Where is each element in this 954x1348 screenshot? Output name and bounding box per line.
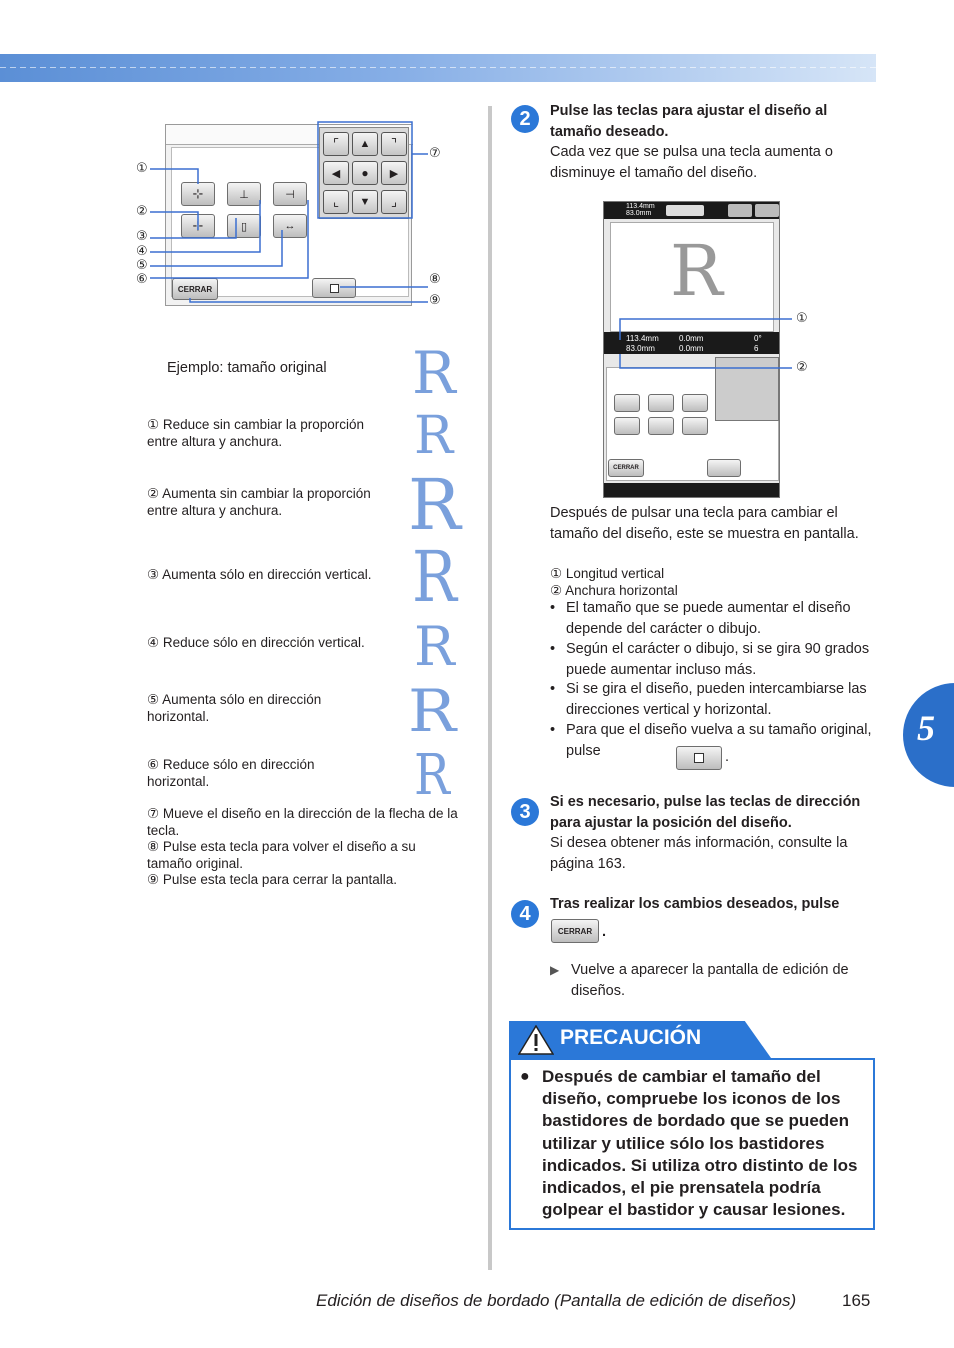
embroidery-r-original: R: [412, 339, 456, 407]
enlarge-vertical-button[interactable]: ⊥: [227, 182, 261, 206]
top-width: 83.0mm: [626, 210, 652, 217]
step-2-title: Pulse las teclas para ajustar el diseño al tamaño deseado.: [550, 103, 828, 140]
screen-reduce-btn[interactable]: [614, 394, 640, 412]
move-down-button[interactable]: ▼: [352, 190, 378, 214]
bullet-4-end: .: [725, 749, 730, 765]
bullet-3: • Si se gira el diseño, pueden intercambiarse las direcciones vertical y horizontal.: [550, 681, 867, 718]
screen-reset-button[interactable]: [707, 459, 741, 477]
callout-6: ⑥: [136, 272, 148, 287]
reduce-proportional-button[interactable]: ⊹: [181, 182, 215, 206]
bullet-4: • Para que el diseño vuelva a su tamaño original, pulse: [550, 722, 872, 759]
step-3-body: Si desea obtener más información, consulte la página 163.: [550, 835, 848, 872]
footer-title: Edición de diseños de bordado (Pantalla de edición de diseños): [316, 1291, 797, 1310]
embroidery-r-wider: R: [408, 677, 457, 745]
callout-1: ①: [136, 161, 148, 176]
callout-7: ⑦: [429, 146, 441, 161]
embroidery-r-enlarged: R: [408, 464, 461, 546]
move-up-button[interactable]: ▲: [352, 132, 378, 156]
screen-enlarge-v-btn[interactable]: [648, 394, 674, 412]
legend-2: ② Anchura horizontal: [550, 583, 678, 598]
item-4: ④ Reduce sólo en dirección vertical.: [147, 635, 365, 650]
item-5: ⑤ Aumenta sólo en dirección horizontal.: [147, 692, 322, 724]
enlarge-proportional-button[interactable]: ⊹: [181, 214, 215, 238]
step-4-badge: 4: [511, 900, 539, 928]
embroidery-r-taller: R: [412, 536, 457, 618]
embroidery-r-shorter: R: [414, 615, 455, 678]
top-height: 113.4mm: [626, 203, 655, 210]
center-button[interactable]: ●: [352, 161, 378, 185]
chapter-tab: 5: [903, 683, 954, 787]
move-up-right-button[interactable]: ⌝: [381, 132, 407, 156]
callout-3: ③: [136, 229, 148, 244]
example-label: Ejemplo: tamaño original: [167, 360, 327, 376]
screen-callout-2: ②: [796, 360, 808, 375]
screen-reduce-h-btn[interactable]: [682, 417, 708, 435]
size-readout-bar: 113.4mm 83.0mm 0.0mm 0.0mm 0° 6: [604, 332, 779, 354]
item-8: ⑧ Pulse esta tecla para volver el diseño a su tamaño original.: [147, 839, 416, 871]
bullet-1: • El tamaño que se puede aumentar el diseño depende del carácter o dibujo.: [550, 600, 851, 637]
step-4-close-button[interactable]: CERRAR: [551, 919, 599, 943]
embroidery-r-narrower: R: [414, 743, 450, 808]
item-9: ⑨ Pulse esta tecla para cerrar la pantalla.: [147, 872, 398, 887]
move-up-left-button[interactable]: ⌜: [323, 132, 349, 156]
after-press-text: Después de pulsar una tecla para cambiar el tamaño del diseño, este se muestra en pantalla.: [550, 505, 859, 542]
inline-reset-button[interactable]: [676, 746, 722, 770]
screen-close-button[interactable]: CERRAR: [608, 459, 644, 477]
item-6: ⑥ Reduce sólo en dirección horizontal.: [147, 757, 315, 789]
screen-callout-1: ①: [796, 311, 808, 326]
move-left-button[interactable]: ◀: [323, 161, 349, 185]
item-1: ① Reduce sin cambiar la proporción entre altura y anchura.: [147, 417, 364, 449]
caution-bullet: ●: [520, 1068, 530, 1085]
caution-text: Después de cambiar el tamaño del diseño, compruebe los iconos de los bastidores de bordado que se pueden utilizar y utilice sólo los bastidores indicados. Si utiliza otro distinto de los indicados, el pie prensatela podría golpear el bastidor y causar lesiones.: [542, 1067, 858, 1220]
step-2-badge: 2: [511, 105, 539, 133]
reduce-horizontal-button[interactable]: ↔: [273, 214, 307, 238]
item-7: ⑦ Mueve el diseño en la dirección de la flecha de la tecla.: [147, 806, 458, 838]
callout-5: ⑤: [136, 258, 148, 273]
caution-label: PRECAUCIÓN: [560, 1026, 702, 1049]
callout-4: ④: [136, 244, 148, 259]
warning-icon: [518, 1025, 554, 1055]
enlarge-horizontal-button[interactable]: ⊣: [273, 182, 307, 206]
move-down-right-button[interactable]: ⌟: [381, 190, 407, 214]
screen-enlarge-h-btn[interactable]: [682, 394, 708, 412]
bullet-2: • Según el carácter o dibujo, si se gira 90 grados puede aumentar incluso más.: [550, 641, 870, 678]
embroidery-r-reduced: R: [414, 406, 454, 466]
item-3: ③ Aumenta sólo en dirección vertical.: [147, 567, 372, 582]
screen-enlarge-btn[interactable]: [614, 417, 640, 435]
column-divider: [488, 106, 492, 1270]
move-down-left-button[interactable]: ⌞: [323, 190, 349, 214]
callout-9: ⑨: [429, 293, 441, 308]
close-button[interactable]: CERRAR: [172, 278, 218, 300]
move-right-button[interactable]: ▶: [381, 161, 407, 185]
page-number: 165: [842, 1291, 871, 1310]
header-band: [0, 54, 876, 82]
callout-8: ⑧: [429, 272, 441, 287]
reduce-vertical-button[interactable]: ▯: [227, 214, 261, 238]
step-4-result: ▶ Vuelve a aparecer la pantalla de edición de diseños.: [550, 962, 849, 999]
step-2-body: Cada vez que se pulsa una tecla aumenta o disminuye el tamaño del diseño.: [550, 144, 833, 181]
screen-design-preview: R: [670, 230, 723, 312]
step-3-title: Si es necesario, pulse las teclas de dirección para ajustar la posición del diseño.: [550, 794, 861, 831]
item-2: ② Aumenta sin cambiar la proporción entre altura y anchura.: [147, 486, 371, 518]
step-4-title: Tras realizar los cambios deseados, pulse: [550, 896, 840, 912]
legend-1: ① Longitud vertical: [550, 566, 665, 581]
screen-reduce-v-btn[interactable]: [648, 417, 674, 435]
screen-callout-lines: [600, 310, 800, 375]
callout-lines: [150, 120, 440, 310]
callout-2: ②: [136, 204, 148, 219]
step-4-period: .: [602, 924, 607, 940]
step-3-badge: 3: [511, 798, 539, 826]
